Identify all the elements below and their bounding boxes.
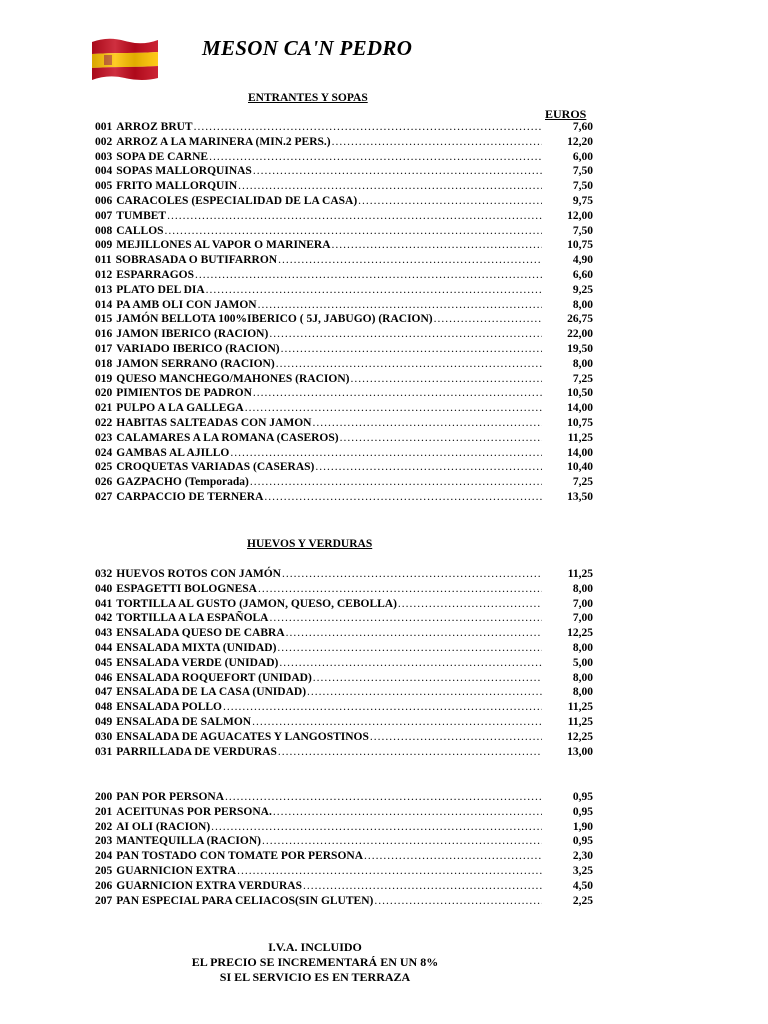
dot-leader: [264, 491, 542, 503]
menu-item-price: 7,50: [572, 224, 593, 237]
dot-leader: [282, 568, 542, 580]
dot-leader: [279, 657, 542, 669]
menu-item-price: 4,90: [572, 254, 593, 267]
menu-item-name: PLATO DEL DIA: [116, 283, 205, 296]
menu-item-name: SOPA DE CARNE: [116, 150, 209, 163]
menu-item-price: 7,60: [572, 121, 593, 133]
menu-item-price: 5,00: [572, 656, 593, 669]
menu-item-code: 049: [95, 715, 113, 728]
menu-item: [95, 835, 593, 850]
menu-item-name: ARROZ BRUT: [116, 121, 193, 133]
dot-leader: [340, 432, 542, 444]
dot-leader: [434, 313, 542, 325]
menu-item-price: 11,25: [567, 701, 593, 714]
menu-item: [95, 328, 593, 343]
dot-leader: [276, 358, 542, 370]
footer-terraza-price: EL PRECIO SE INCREMENTARÁ EN UN 8%: [191, 955, 439, 969]
menu-item-name: ENSALADA DE LA CASA (UNIDAD): [116, 686, 307, 699]
menu-item-name: ENSALADA VERDE (UNIDAD): [116, 656, 279, 669]
restaurant-title: MESON CA'N PEDRO: [202, 36, 413, 60]
menu-item-name: ESPARRAGOS: [116, 268, 194, 281]
menu-item-code: 032: [95, 568, 113, 580]
dot-leader: [209, 151, 542, 163]
menu-item: [95, 447, 593, 462]
menu-item-code: 044: [95, 641, 113, 654]
menu-item-code: 048: [95, 701, 113, 714]
dot-leader: [281, 343, 542, 355]
menu-item-price: 7,25: [572, 476, 593, 489]
menu-item: [95, 299, 593, 314]
menu-item: [95, 642, 593, 657]
menu-item-price: 12,20: [567, 135, 593, 148]
dot-leader: [195, 269, 542, 281]
menu-item-name: ENSALADA MIXTA (UNIDAD): [116, 641, 277, 654]
menu-item-code: 009: [95, 239, 113, 252]
menu-item: [95, 672, 593, 687]
menu-item-price: 8,00: [572, 641, 593, 654]
dot-leader: [278, 254, 542, 266]
menu-item: [95, 210, 593, 225]
dot-leader: [253, 387, 542, 399]
menu-list-extras: [95, 791, 593, 909]
menu-item-code: 204: [95, 850, 113, 863]
spain-flag-icon: [90, 36, 160, 82]
menu-item: [95, 180, 593, 195]
menu-item-price: 4,50: [572, 879, 593, 892]
menu-item-name: SOBRASADA O BUTIFARRON: [115, 254, 278, 267]
menu-item-code: 043: [95, 627, 113, 640]
footer-terraza-condition: SI EL SERVICIO ES EN TERRAZA: [219, 970, 411, 984]
menu-item-code: 047: [95, 686, 113, 699]
menu-item-code: 027: [95, 490, 113, 503]
menu-item-price: 14,00: [567, 446, 593, 459]
dot-leader: [252, 716, 542, 728]
menu-item-price: 11,25: [567, 431, 593, 444]
dot-leader: [253, 165, 542, 177]
menu-item-name: TORTILLA AL GUSTO (JAMON, QUESO, CEBOLLA): [116, 597, 397, 610]
dot-leader: [364, 850, 542, 862]
menu-item: [95, 731, 593, 746]
menu-item-price: 1,90: [572, 820, 593, 833]
menu-item-name: HUEVOS ROTOS CON JAMÓN: [116, 568, 281, 580]
dot-leader: [350, 373, 542, 385]
menu-item: [95, 491, 593, 506]
menu-item-name: JAMÓN BELLOTA 100%IBERICO ( 5J, JABUGO) (RACION): [116, 313, 433, 326]
dot-leader: [303, 880, 542, 892]
menu-item-code: 021: [95, 402, 113, 415]
menu-item: [95, 806, 593, 821]
menu-item: [95, 657, 593, 672]
menu-item-code: 019: [95, 372, 113, 385]
menu-item-name: ENSALADA DE SALMON: [116, 715, 252, 728]
footer-iva: I.V.A. INCLUIDO: [268, 940, 362, 954]
menu-item: [95, 313, 593, 328]
menu-item-code: 203: [95, 835, 113, 848]
menu-item: [95, 387, 593, 402]
menu-item-code: 007: [95, 209, 113, 222]
menu-item-code: 004: [95, 165, 113, 178]
menu-item-price: 8,00: [572, 582, 593, 595]
menu-item-code: 022: [95, 416, 113, 429]
menu-item-code: 206: [95, 879, 113, 892]
menu-item-name: PA AMB OLI CON JAMON: [116, 298, 257, 311]
menu-item-name: PARRILLADA DE VERDURAS: [116, 745, 277, 758]
dot-leader: [332, 239, 542, 251]
menu-item-name: JAMON SERRANO (RACION): [116, 357, 275, 370]
dot-leader: [230, 447, 542, 459]
menu-item-code: 031: [95, 745, 113, 758]
menu-item: [95, 239, 593, 254]
menu-item: [95, 895, 593, 910]
menu-item: [95, 284, 593, 299]
dot-leader: [206, 284, 542, 296]
menu-item-code: 011: [95, 254, 112, 267]
dot-leader: [273, 806, 542, 818]
dot-leader: [194, 121, 542, 133]
menu-item-price: 3,25: [572, 864, 593, 877]
menu-item-price: 8,00: [572, 357, 593, 370]
dot-leader: [307, 686, 542, 698]
dot-leader: [374, 895, 542, 907]
menu-item-code: 042: [95, 612, 113, 625]
menu-item: [95, 865, 593, 880]
menu-item-name: PIMIENTOS DE PADRON: [116, 387, 252, 400]
menu-list-huevos: [95, 568, 593, 760]
menu-item: [95, 136, 593, 151]
menu-item-price: 13,00: [567, 745, 593, 758]
dot-leader: [238, 180, 542, 192]
menu-item-name: ENSALADA QUESO DE CABRA: [116, 627, 285, 640]
dot-leader: [278, 746, 542, 758]
menu-item-price: 11,25: [567, 568, 593, 580]
menu-item-code: 030: [95, 730, 113, 743]
menu-item: [95, 598, 593, 613]
menu-item-price: 6,00: [572, 150, 593, 163]
menu-item-code: 014: [95, 298, 113, 311]
menu-item: [95, 612, 593, 627]
dot-leader: [398, 598, 542, 610]
dot-leader: [270, 612, 543, 624]
menu-item-code: 020: [95, 387, 113, 400]
menu-item: [95, 850, 593, 865]
dot-leader: [258, 583, 542, 595]
menu-item-code: 045: [95, 656, 113, 669]
dot-leader: [313, 672, 542, 684]
menu-item-name: ARROZ A LA MARINERA (MIN.2 PERS.): [116, 135, 331, 148]
menu-item-name: PULPO A LA GALLEGA: [116, 402, 244, 415]
menu-item-code: 046: [95, 671, 113, 684]
menu-item: [95, 195, 593, 210]
menu-item: [95, 343, 593, 358]
currency-label: EUROS: [545, 107, 587, 121]
dot-leader: [332, 136, 542, 148]
menu-item-name: ACEITUNAS POR PERSONA.: [116, 805, 272, 818]
menu-item-code: 202: [95, 820, 113, 833]
menu-item-code: 001: [95, 121, 113, 133]
menu-item-code: 205: [95, 864, 113, 877]
dot-leader: [250, 476, 542, 488]
dot-leader: [315, 461, 542, 473]
menu-item: [95, 225, 593, 240]
menu-item: [95, 627, 593, 642]
menu-item: [95, 880, 593, 895]
dot-leader: [269, 328, 542, 340]
menu-item: [95, 821, 593, 836]
menu-item-name: TORTILLA A LA ESPAÑOLA: [116, 612, 269, 625]
dot-leader: [245, 402, 542, 414]
menu-item-price: 10,75: [567, 416, 593, 429]
menu-item: [95, 476, 593, 491]
menu-item-code: 006: [95, 194, 113, 207]
menu-item-code: 025: [95, 461, 113, 474]
dot-leader: [225, 791, 542, 803]
menu-item-code: 013: [95, 283, 113, 296]
dot-leader: [370, 731, 542, 743]
menu-item-price: 2,30: [572, 850, 593, 863]
menu-item-name: PAN ESPECIAL PARA CELIACOS(SIN GLUTEN): [116, 894, 374, 907]
menu-item-price: 10,40: [567, 461, 593, 474]
menu-item: [95, 746, 593, 761]
menu-list-entrantes: [95, 121, 593, 506]
menu-item-name: PAN POR PERSONA: [116, 791, 225, 803]
menu-item-price: 9,25: [572, 283, 593, 296]
menu-item-code: 023: [95, 431, 113, 444]
menu-item-name: CROQUETAS VARIADAS (CASERAS): [116, 461, 315, 474]
menu-item-name: ESPAGETTI BOLOGNESA: [116, 582, 257, 595]
menu-item: [95, 461, 593, 476]
menu-item-price: 2,25: [572, 894, 593, 907]
menu-item-price: 12,25: [567, 730, 593, 743]
dot-leader: [211, 821, 542, 833]
menu-item-name: CARPACCIO DE TERNERA: [116, 490, 264, 503]
menu-item-price: 6,60: [572, 268, 593, 281]
section-title-entrantes: ENTRANTES Y SOPAS: [248, 92, 368, 104]
dot-leader: [262, 835, 542, 847]
menu-item: [95, 568, 593, 583]
menu-item: [95, 417, 593, 432]
menu-item-code: 040: [95, 582, 113, 595]
footer-notes: [150, 940, 480, 985]
menu-item: [95, 254, 593, 269]
menu-item-name: JAMON IBERICO (RACION): [116, 328, 269, 341]
menu-item-name: TUMBET: [116, 209, 167, 222]
menu-item-price: 7,50: [572, 165, 593, 178]
dot-leader: [286, 627, 542, 639]
menu-item-price: 26,75: [567, 313, 593, 326]
menu-item-code: 201: [95, 805, 113, 818]
dot-leader: [167, 210, 542, 222]
menu-item-code: 005: [95, 180, 113, 193]
menu-item: [95, 716, 593, 731]
menu-item-price: 8,00: [572, 298, 593, 311]
menu-item-price: 19,50: [567, 342, 593, 355]
menu-item-code: 207: [95, 894, 113, 907]
menu-item-code: 041: [95, 597, 113, 610]
menu-item-price: 14,00: [567, 402, 593, 415]
menu-item-price: 10,75: [567, 239, 593, 252]
menu-item-code: 026: [95, 476, 113, 489]
menu-item-name: QUESO MANCHEGO/MAHONES (RACION): [116, 372, 350, 385]
menu-item-price: 13,50: [567, 490, 593, 503]
menu-item: [95, 432, 593, 447]
menu-item-code: 024: [95, 446, 113, 459]
dot-leader: [277, 642, 542, 654]
menu-item-price: 0,95: [572, 791, 593, 803]
menu-item-name: FRITO MALLORQUIN: [116, 180, 238, 193]
menu-item-code: 003: [95, 150, 113, 163]
menu-item: [95, 583, 593, 598]
menu-item-code: 200: [95, 791, 113, 803]
menu-item-name: SOPAS MALLORQUINAS: [116, 165, 252, 178]
menu-item-price: 8,00: [572, 686, 593, 699]
menu-item-name: MEJILLONES AL VAPOR O MARINERA: [116, 239, 331, 252]
menu-item-price: 11,25: [567, 715, 593, 728]
menu-item: [95, 165, 593, 180]
menu-item-name: GAZPACHO (Temporada): [116, 476, 249, 489]
menu-item-price: 7,25: [572, 372, 593, 385]
dot-leader: [358, 195, 542, 207]
menu-item-code: 018: [95, 357, 113, 370]
menu-item-name: GUARNICION EXTRA VERDURAS: [116, 879, 302, 892]
menu-item-code: 015: [95, 313, 113, 326]
menu-item-price: 0,95: [572, 835, 593, 848]
menu-item-name: GUARNICION EXTRA: [116, 864, 237, 877]
menu-item-price: 12,25: [567, 627, 593, 640]
menu-item-name: ENSALADA DE AGUACATES Y LANGOSTINOS: [116, 730, 369, 743]
menu-item: [95, 269, 593, 284]
menu-item: [95, 121, 593, 136]
menu-item-name: CARACOLES (ESPECIALIDAD DE LA CASA): [116, 194, 358, 207]
menu-item: [95, 373, 593, 388]
menu-item-code: 017: [95, 342, 113, 355]
section-title-huevos: HUEVOS Y VERDURAS: [247, 538, 373, 550]
menu-item-name: GAMBAS AL AJILLO: [116, 446, 230, 459]
menu-item: [95, 686, 593, 701]
menu-item-name: PAN TOSTADO CON TOMATE POR PERSONA: [116, 850, 364, 863]
menu-item-name: CALLOS: [116, 224, 164, 237]
menu-item-name: ENSALADA POLLO: [116, 701, 223, 714]
menu-item: [95, 701, 593, 716]
menu-item-price: 0,95: [572, 805, 593, 818]
menu-item: [95, 358, 593, 373]
dot-leader: [312, 417, 542, 429]
menu-item-price: 9,75: [572, 194, 593, 207]
menu-item-name: HABITAS SALTEADAS CON JAMON: [116, 416, 312, 429]
menu-item-code: 016: [95, 328, 113, 341]
menu-item-price: 12,00: [567, 209, 593, 222]
menu-item-price: 22,00: [567, 328, 593, 341]
menu-item-price: 7,00: [572, 597, 593, 610]
menu-item-name: ENSALADA ROQUEFORT (UNIDAD): [116, 671, 312, 684]
menu-item-name: VARIADO IBERICO (RACION): [116, 342, 280, 355]
menu-item-code: 012: [95, 268, 113, 281]
menu-item-name: AI OLI (RACION): [116, 820, 211, 833]
menu-item-name: CALAMARES A LA ROMANA (CASEROS): [116, 431, 339, 444]
menu-item-code: 008: [95, 224, 113, 237]
menu-item-code: 002: [95, 135, 113, 148]
menu-item-price: 7,00: [572, 612, 593, 625]
dot-leader: [258, 299, 542, 311]
dot-leader: [165, 225, 542, 237]
menu-item: [95, 151, 593, 166]
menu-item-price: 10,50: [567, 387, 593, 400]
menu-item: [95, 402, 593, 417]
menu-item: [95, 791, 593, 806]
dot-leader: [223, 701, 542, 713]
menu-item-name: MANTEQUILLA (RACION): [116, 835, 261, 848]
menu-item-price: 7,50: [572, 180, 593, 193]
menu-item-price: 8,00: [572, 671, 593, 684]
dot-leader: [237, 865, 542, 877]
